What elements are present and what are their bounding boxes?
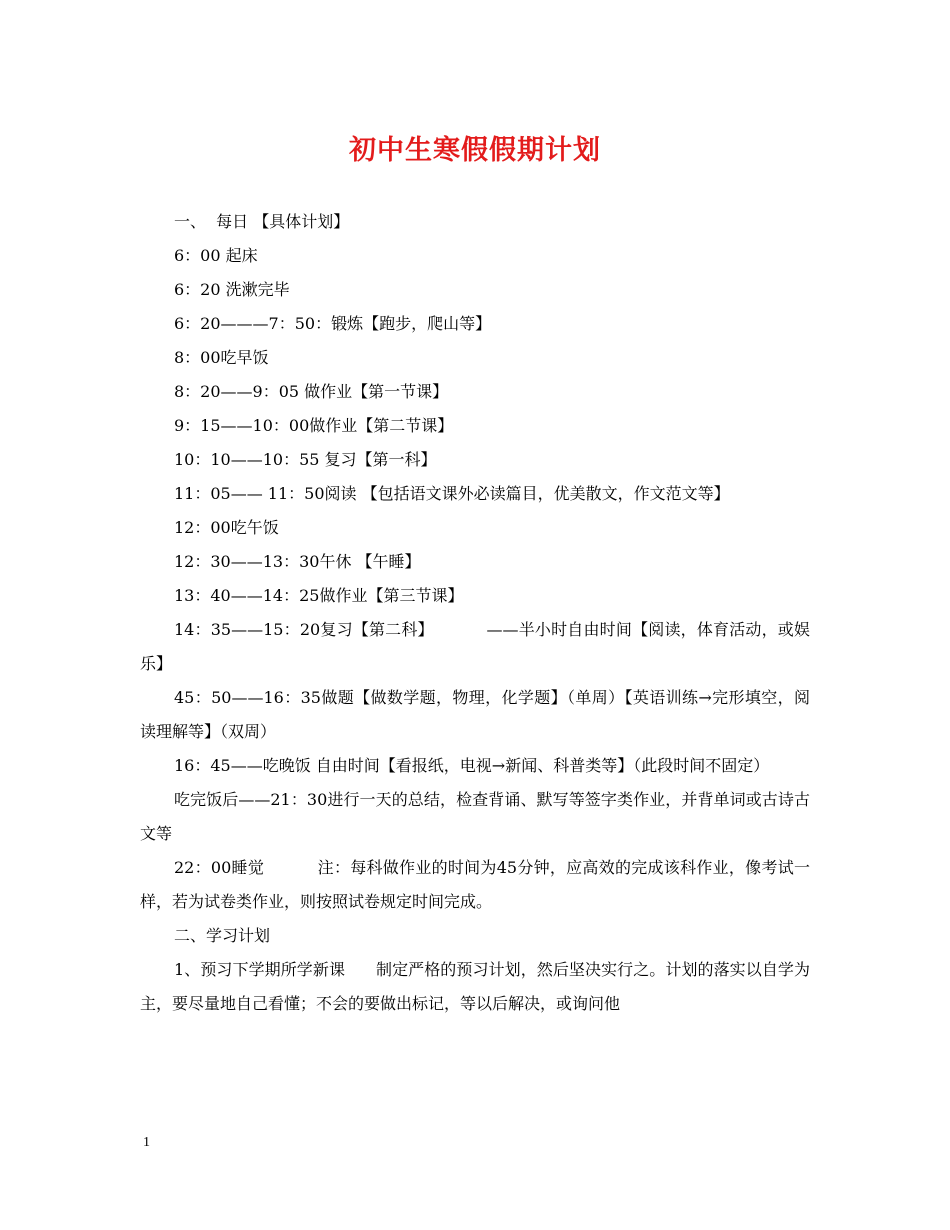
paragraph-schedule-item: 22：00睡觉 注：每科做作业的时间为45分钟，应高效的完成该科作业，像考试一样，若为试卷类作业，则按照试卷规定时间完成。 (140, 858, 810, 911)
paragraph-schedule-item: 16：45——吃晚饭 自由时间【看报纸，电视→新闻、科普类等】（此段时间不固定） (174, 756, 770, 775)
document-body (140, 205, 810, 1021)
paragraph-schedule-item: 12：30——13：30午休 【午睡】 (174, 552, 421, 571)
paragraph-schedule-item: 12：00吃午饭 (174, 518, 279, 537)
paragraph-daily-plan-heading: 一、 每日 【具体计划】 (174, 212, 350, 231)
paragraph-schedule-item: 9：15——10：00做作业【第二节课】 (174, 416, 454, 435)
paragraph-schedule-item: 13：40——14：25做作业【第三节课】 (174, 586, 464, 605)
paragraph-schedule-item: 6：20 洗漱完毕 (174, 280, 290, 299)
paragraph-schedule-item: 6：00 起床 (174, 246, 258, 265)
page-number: 1 (143, 1135, 150, 1150)
paragraph-schedule-item: 10：10——10：55 复习【第一科】 (174, 450, 437, 469)
paragraph-schedule-item: 吃完饭后——21：30进行一天的总结，检查背诵、默写等签字类作业，并背单词或古诗古文等 (140, 790, 810, 843)
paragraph-schedule-item: 8：20——9：05 做作业【第一节课】 (174, 382, 449, 401)
paragraph-schedule-item: 14：35——15：20复习【第二科】 ——半小时自由时间【阅读，体育活动，或娱乐】 (140, 620, 810, 673)
document-title: 初中生寒假假期计划 (349, 135, 601, 166)
paragraph-schedule-item: 11：05—— 11：50阅读 【包括语文课外必读篇目，优美散文，作文范文等】 (174, 484, 730, 503)
paragraph-study-plan-item: 1、预习下学期所学新课 制定严格的预习计划，然后坚决实行之。计划的落实以自学为主，要尽量地自己看懂；不会的要做出标记，等以后解决，或询问他 (140, 960, 810, 1013)
paragraph-schedule-item: 8：00吃早饭 (174, 348, 269, 367)
paragraph-schedule-item: 6：20———7：50：锻炼【跑步，爬山等】 (174, 314, 492, 333)
paragraph-schedule-item: 45：50——16：35做题【做数学题，物理，化学题】（单周）【英语训练→完形填空，阅读理解等】（双周） (140, 688, 810, 741)
paragraph-study-plan-heading: 二、学习计划 (174, 926, 271, 945)
